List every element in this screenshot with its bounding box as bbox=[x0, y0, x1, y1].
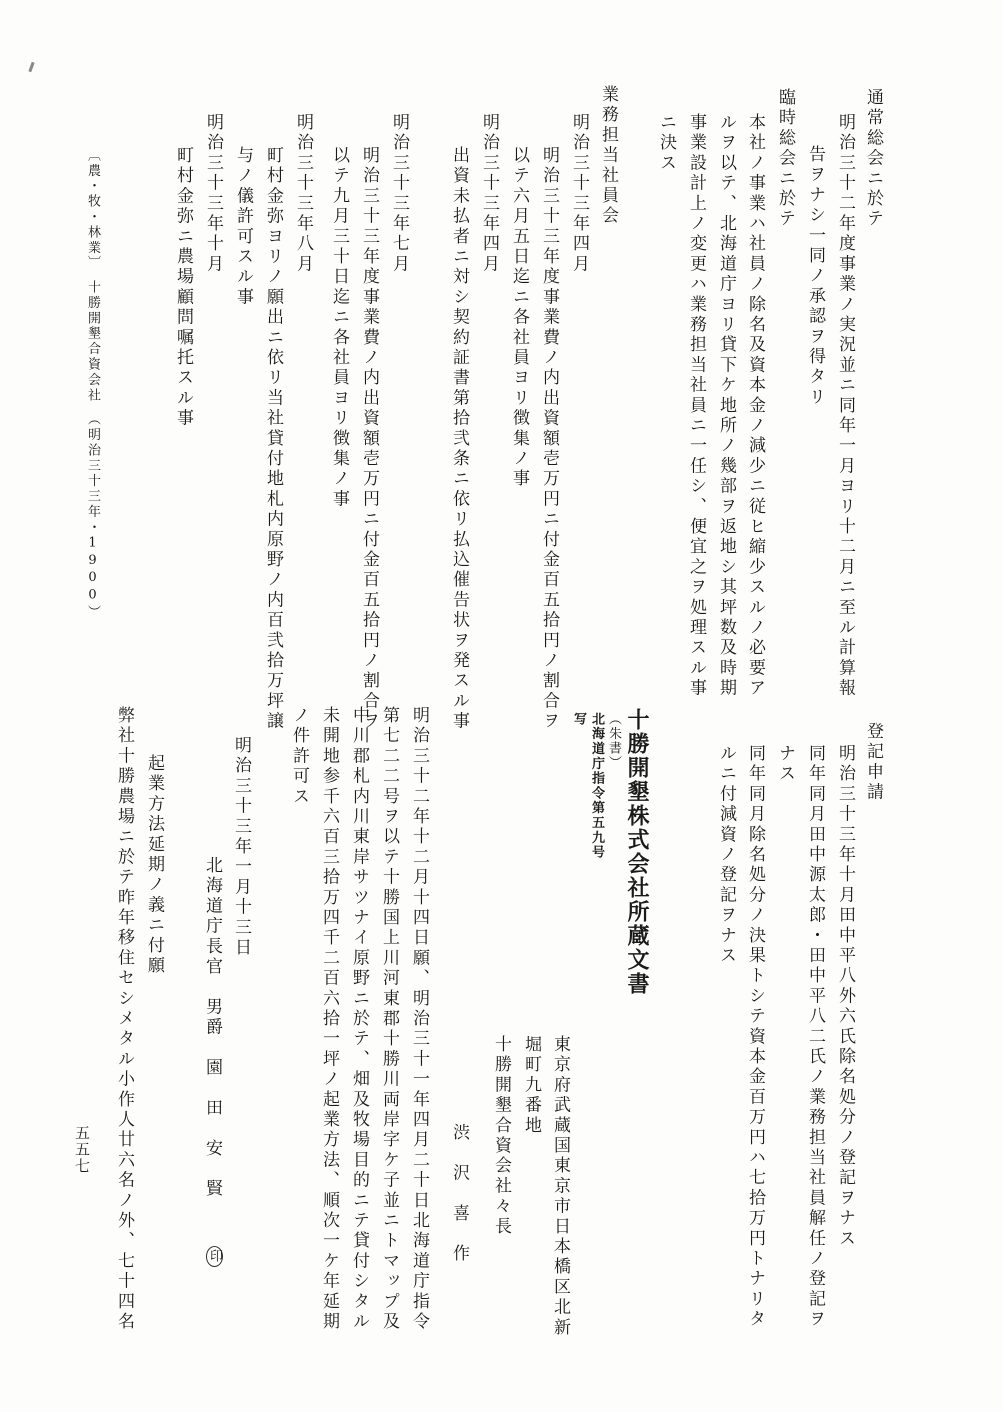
lower-line: 同年同月除名処分ノ決果トシテ資本金百万円ハ七拾万円トナリタ bbox=[745, 744, 765, 1330]
lower-line: 第七二二号ヲ以テ十勝国上川河東郡十勝川両岸字ケ子並ニトマップ及 bbox=[379, 706, 399, 1333]
governor-signature: 北海道庁長官 男爵 園 田 安 賢 bbox=[202, 856, 222, 1200]
upper-line: 本社ノ事業ハ社員ノ除名及資本金ノ減少ニ従ヒ縮少スルノ必要ア bbox=[745, 113, 765, 699]
upper-line: 事業設計上ノ変更ハ業務担当社員ニ一任シ、便宜之ヲ処理スル事 bbox=[686, 113, 706, 699]
president-name: 渋 沢 喜 作 bbox=[449, 1123, 469, 1265]
page-number: 五五七 bbox=[73, 1125, 91, 1175]
upper-line: ルヲ以テ、北海道庁ヨリ貸下ケ地所ノ幾部ヲ返地シ其坪数及時期 bbox=[716, 113, 736, 699]
address-line: 堀町九番地 bbox=[521, 1035, 541, 1136]
upper-line: 告ヲナシ一同ノ承認ヲ得タリ bbox=[805, 145, 825, 408]
section-title: 十勝開墾株式会社所蔵文書 bbox=[624, 708, 650, 996]
upper-date: 明治三十三年八月 bbox=[293, 113, 313, 275]
doc-label-red-ink: （朱書） bbox=[606, 712, 621, 770]
lower-line: 同年同月田中源太郎・田中平八二氏ノ業務担当社員解任ノ登記ヲ bbox=[805, 744, 825, 1330]
directive-date: 明治三十三年一月十三日 bbox=[231, 736, 251, 959]
upper-line: 明治三十二年度事業ノ実況並ニ同年一月ヨリ十二月ニ至ル計算報 bbox=[835, 113, 855, 699]
lower-line: 明治三十二年十二月十四日願、明治三十一年四月二十日北海道庁指令 bbox=[409, 706, 429, 1333]
lower-line: 中川郡札内川東岸サツナイ原野ニ於テ、畑及牧場目的ニテ貸付シタル bbox=[349, 706, 369, 1333]
running-head: 〔農・牧・林業〕 十勝開墾合資会社 （明治三十三年・1900） bbox=[85, 148, 100, 621]
upper-date: 明治三十三年四月 bbox=[479, 113, 499, 275]
lower-line: 明治三十三年十月田中平八外六氏除名処分ノ登記ヲナス bbox=[835, 744, 855, 1249]
upper-heading-managing-partners: 業務担当社員会 bbox=[598, 85, 618, 227]
address-line: 東京府武蔵国東京市日本橋区北新 bbox=[550, 1035, 570, 1338]
lower-line: ノ件許可ス bbox=[289, 706, 309, 807]
upper-line: 以テ六月五日迄ニ各社員ヨリ徴集ノ事 bbox=[509, 146, 529, 490]
lower-line: ナス bbox=[775, 744, 795, 785]
upper-line: 明治三十三年度事業費ノ内出資額壱万円ニ付金百五拾円ノ割合ヲ bbox=[539, 146, 559, 732]
doc-label-directive: 北海道庁指令第五九号 bbox=[589, 712, 604, 860]
upper-heading-extraordinary-meeting: 臨時総会ニ於テ bbox=[775, 88, 795, 230]
doc-label-copy: 写 bbox=[571, 712, 586, 727]
upper-heading-general-meeting: 通常総会ニ於テ bbox=[863, 88, 883, 230]
lower-line: ルニ付減資ノ登記ヲナス bbox=[716, 744, 736, 967]
company-president: 十勝開墾合資会社々長 bbox=[491, 1035, 511, 1237]
official-seal: 印 bbox=[206, 1246, 223, 1267]
lower-line: 弊社十勝農場ニ於テ昨年移住セシメタル小作人廿六名ノ外、七十四名 bbox=[114, 706, 134, 1333]
request-heading: 起業方法延期ノ義ニ付願 bbox=[144, 754, 164, 977]
upper-line: 町村金弥ヨリノ願出ニ依リ当社貸付地札内原野ノ内百弐拾万坪譲 bbox=[263, 146, 283, 732]
lower-heading-registration: 登記申請 bbox=[863, 722, 883, 803]
upper-date: 明治三十三年十月 bbox=[203, 113, 223, 275]
upper-date: 明治三十三年七月 bbox=[389, 113, 409, 275]
upper-line: ニ決ス bbox=[656, 113, 676, 174]
upper-line: 以テ九月三十日迄ニ各社員ヨリ徴集ノ事 bbox=[329, 146, 349, 510]
upper-line: 出資未払者ニ対シ契約証書第拾弐条ニ依リ払込催告状ヲ発スル事 bbox=[449, 146, 469, 732]
upper-line: 町村金弥ニ農場顧問嘱托スル事 bbox=[173, 146, 193, 429]
scan-mark bbox=[28, 62, 34, 72]
upper-date: 明治三十三年四月 bbox=[569, 113, 589, 275]
upper-line: 与ノ儀許可スル事 bbox=[233, 146, 253, 308]
lower-line: 未開地参千六百三拾万四千二百六拾一坪ノ起業方法、順次一ケ年延期 bbox=[319, 706, 339, 1333]
upper-line: 明治三十三年度事業費ノ内出資額壱万円ニ付金百五拾円ノ割合ヲ bbox=[359, 146, 379, 732]
